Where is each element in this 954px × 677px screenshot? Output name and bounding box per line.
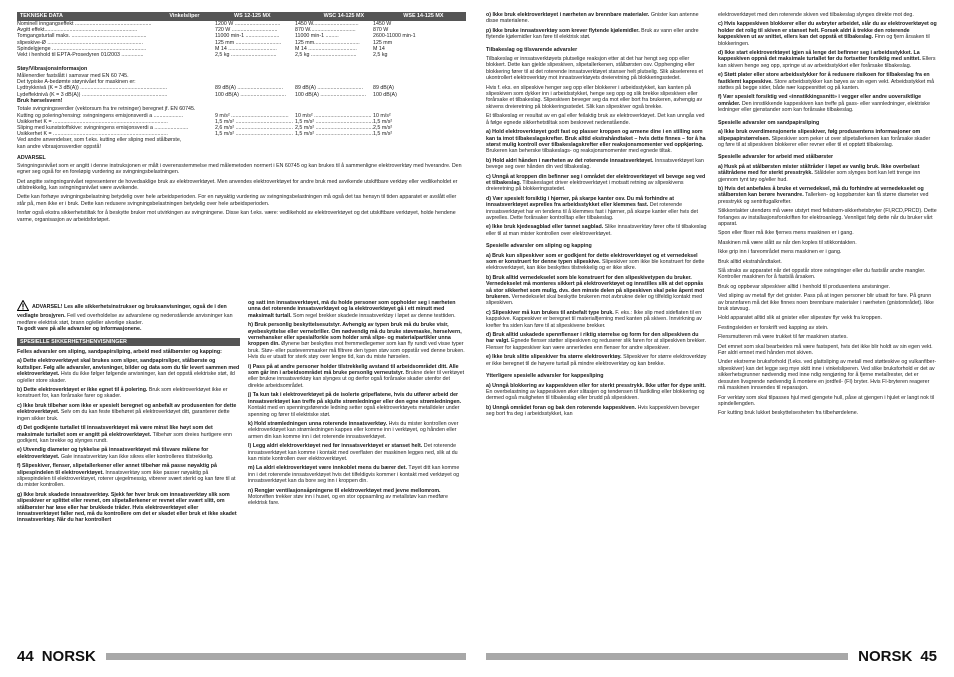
- instruction-text: Flensmutteren må være trukket til før maskinen startes.: [718, 334, 848, 341]
- instruction-text: Ellers kan skiven henge seg opp, springe ut av arbeidsstykket eller forårsake tilbakeslag.: [718, 56, 936, 69]
- instruction-text: Slipeskiver for større elektroverktøy er ikke beregnet til de høyere turtall på mindre elektroverktøy og kan brekke.: [486, 354, 707, 367]
- instruction-paragraph: [718, 359, 937, 391]
- instruction-lead: Felles advarsler om sliping, sandpapirsliping, arbeid med stålbørster og kapping:: [17, 349, 222, 356]
- spec-row-value: M 14: [373, 45, 385, 52]
- instruction-lead: a) Bruk kun slipeskiver som er godkjent for dette elektroverktøyet og et vernedeksel som er konstruert for denne typen slipeskive.: [486, 252, 698, 265]
- vib-row-value: 2,5 m/s² .......................................: [295, 125, 373, 132]
- noise-wear: Bruk hørselsvern!: [17, 97, 63, 104]
- vib-row-label: Usikkerhet K = ..............................................................................: [17, 131, 168, 138]
- instruction-paragraph: [718, 129, 937, 148]
- instruction-paragraph: [486, 28, 707, 41]
- instruction-lead: d) Bruk alltid uskadede spennflenser i riktig størrelse og form for den slipeskiven du har valgt.: [486, 332, 699, 345]
- instruction-text: For kutting bruk lukket beskyttelsesheten fra tilbehørdelene.: [718, 410, 859, 417]
- vib-intro: Totale svingningsverdier (vektorsum fra tre retninger) beregnet jf. EN 60745.: [17, 106, 196, 113]
- spec-row-value: 1450 W: [373, 21, 392, 27]
- instruction-text: Brukeren kan beherske tilbakeslags- og reaksjonsmomenter med egnede tiltak.: [486, 148, 672, 155]
- instruction-text: Stikkontakter utendørs må være utstyrt med feilstrøm-sikkerhetsbryter (FI,RCD,PRCD). Dette forlanges av installasjonsforskriften for elektroanlegg. Vennligst følg dette når du bruker vårt apparat.: [718, 208, 937, 227]
- right-column-d: [718, 12, 937, 642]
- instruction-paragraph: [718, 315, 937, 321]
- spec-row-value: 2,5 kg ...............................: [215, 52, 277, 59]
- instruction-lead: p) Ikke bruke innsatsverktøy som krever flytende kjølemidler.: [486, 27, 640, 34]
- instruction-paragraph: [718, 164, 937, 183]
- instruction-paragraph: [248, 443, 466, 462]
- spec-row-value: 870 W: [373, 27, 389, 34]
- instruction-paragraph: [718, 12, 937, 18]
- instruction-paragraph: [718, 230, 937, 236]
- section-heading: Spesielle advarsler for arbeid med stålbørster: [718, 154, 834, 161]
- instruction-paragraph: [17, 447, 240, 460]
- spec-title: TEKNISKE DATA: [20, 13, 63, 20]
- instruction-text: Ståldeler som slynges bort kan lett trenge inn gjennom tynt tøy og/eller hud.: [718, 170, 921, 183]
- instruction-lead: c) Ikke bruk tilbehør som ikke er spesielt beregnet og anbefalt av produsenten for dette elektroverktøyet.: [17, 402, 237, 416]
- instruction-paragraph: [486, 310, 707, 329]
- left-column-a: [17, 300, 240, 642]
- instruction-lead: d) Vær spesielt forsiktig i hjørner, på skarpe kanter osv. Du må forhindre at innsatsverktøyet avprelles fra arbeidsstykket eller klemmes fast.: [486, 195, 674, 209]
- instruction-lead: d) Ikke start elektroverktøyet igjen så lenge det befinner seg i arbeidsstykket. La kappeskiven oppnå det maksimale turtallet før du fortsetter forsiktig med snittet.: [718, 50, 921, 63]
- instruction-paragraph: [718, 395, 937, 408]
- instruction-paragraph: [486, 56, 707, 82]
- instruction-paragraph: [486, 253, 707, 272]
- instruction-paragraph: [718, 293, 937, 312]
- instruction-lead: o) Ikke bruk elektroverktøyet i nærheten av brennbare materialer.: [486, 12, 650, 18]
- instruction-paragraph: [17, 425, 240, 444]
- instruction-lead: h) Bruk personlig beskyttelsesutstyr. Avhengig av typen bruk må du bruke visir, øyebeskyttelse eller vernebriller. Om nødvendig må du bruke støvmaske, hørselvern, vernehansker eller spesialforkle som holder små slipe- og materialpartikler unna kroppen din.: [248, 322, 462, 348]
- instruction-text: Det roterende innsatsverktøyet har en tendens til å klemmes fast i hjørner, på skarpe kanter eller hvis det avprelles. Dette forårsaker kontrolltap eller tilbakeslag.: [486, 202, 698, 221]
- spec-row-label: Avgitt effekt...............................................................: [17, 27, 138, 34]
- instruction-text: Motorviften trekker støv inn i huset, og en stor oppsamling av metallstøv kan medføre elektrisk fare.: [248, 493, 448, 507]
- instruction-text: Hvis kappeskiven beveger seg bort fra deg i arbeidsstykket, kan: [486, 404, 700, 418]
- vib-row-label: Sliping med kunststoffskive: svingningens emisjonsverdi a .......................: [17, 125, 189, 132]
- instruction-text: Gnister kan antenne disse materialene.: [486, 12, 699, 25]
- instruction-paragraph: [718, 249, 937, 255]
- instruction-paragraph: [718, 72, 937, 91]
- instruction-lead: b) Bruk alltid vernedekselet som ble konstruert for den slipeskivetypen du bruker. Vernedekselet må monteres sikkert på elektroverktøyet og innstilles slik at det oppnås så stor sikkerhet som mulig, dvs. den minste delen på slipeskiven skal peke åpent mot brukeren.: [486, 274, 705, 301]
- instruction-text: Bruk som elektroverktøyet ikke er konstruert for, kan forårsake farer og skader.: [17, 387, 228, 400]
- left-footer: [17, 647, 466, 665]
- right-page: [477, 0, 954, 677]
- vib-rows: [17, 113, 466, 138]
- right-language: NORSK: [858, 647, 913, 665]
- advarsel-paragraph: Innfør også ekstra sikkerhetstiltak for å beskytte bruker mot utvirkingen av svingningene. Disse kan f.eks. være: vedlikehold av elektroverktøyet og det utskiftbare verktøyet, holde hendene varme, organisasjon av arbeidsforløpet.: [17, 210, 456, 223]
- vib-row-value: 1,5 m/s²: [373, 131, 393, 138]
- advarsel-paragraph: Det angitte svingningsnivået representerer de hovedsaklige bruk av elektroverktøyet. Men anvendes elektroverktøyet for andre bruk med avvikende utskiftbare verktøy eller vedlikeholdet er utilstrekkelig, kan svingningsnivået være avvikende.: [17, 178, 458, 191]
- spec-row-value: 11000 min-1 .......................: [215, 33, 280, 40]
- instruction-paragraph: [248, 364, 466, 390]
- instruction-text: Hold apparatet alltid slik at gnister eller slipestøv flyr vekk fra kroppen.: [718, 315, 882, 322]
- instruction-paragraph: [718, 50, 937, 69]
- instruction-text: Gale innsatsverktøy kan ikke sikres eller kontrolleres tilstrekkelig.: [59, 453, 214, 460]
- instruction-text: Innsatsverktøyet kan bevege seg over hånden din ved tilbakeslag.: [486, 157, 704, 171]
- instruction-lead: a) Hold elektroverktøyet godt fast og plasser kroppen og armene dine i en stilling som kan ta imot tilbakeslagskrefter. Bruk alltid ekstrahåndtaket – hvis dette finnes – for å ha størst mulig kontroll over tilbakeslagskrefter eller reaksjonsmomenter ved oppkjøring.: [486, 129, 706, 148]
- instruction-paragraph: [718, 268, 937, 281]
- spec-rows: [17, 21, 466, 58]
- noise-row-label: Lydtrykknivå (K = 3 dB(A)) ...........................................................: [17, 85, 168, 92]
- noise-intro: Målenerdier fastslått i samsvar med EN 60 745. Det typiske A-bedømte støynivået for maskinen er:: [17, 72, 136, 86]
- instruction-text: Slipeskiver som peker ut over slipetallerkenen kan forårsake skader og føre til at slipeskiven blokkerer eller revner eller til et opptøtt tilbakeslag.: [718, 135, 931, 148]
- instruction-text: Tøyet ditt kan komme inn i det roterende innsatsverktøyet hvis det tilfeldigvis kommer i kontakt med verktøyet og innsatsverktøyet kan da bore seg inn i kroppen din.: [248, 465, 460, 485]
- noise-row-label: Lydeffektnivå (K = 3 dB(A)) ..........................................................: [17, 91, 168, 98]
- instruction-paragraph: [486, 12, 707, 25]
- instruction-paragraph: [17, 349, 240, 355]
- spec-row-value: 2600-11000 min-1: [373, 33, 416, 40]
- instruction-paragraph: [718, 284, 937, 290]
- vib-other-use: Ved andre anvendelser, som f.eks. kutting eller sliping med stålbørste, kan andre vibrasjonsverdier oppstå!: [17, 137, 182, 150]
- instruction-lead: i) Pass på at andre personer holder tilstrekkelig avstand til arbeidsområdet ditt. Alle som går inn i arbeidsområdet må bruke personlig verneutstyr.: [248, 363, 459, 377]
- instruction-text: Tallerken- og koppbørster kan få større diameter ved presstrykk og sentrifugalkrefter.: [718, 192, 929, 205]
- instruction-paragraph: [486, 275, 707, 307]
- instruction-paragraph: [486, 174, 707, 193]
- right-page-number: 45: [920, 647, 937, 665]
- instruction-paragraph: [248, 421, 466, 440]
- left-language: NORSK: [41, 647, 96, 665]
- spec-row-value: 125 mm...............................: [295, 39, 360, 46]
- instruction-paragraph: [486, 129, 707, 155]
- vib-row-value: 10 m/s² .......................................: [295, 112, 372, 119]
- instruction-paragraph: [17, 492, 240, 524]
- spec-row-label: Nominell inngangseffekt ....................................................: [17, 21, 152, 27]
- instruction-lead: a) Dette elektroverktøyet skal brukes som sliper, sandpapirsliper, stålbørste og kuttsliper. Følg alle advarsler, anvisninger, bilder og data som du får levert sammen med elektroverktøyet.: [17, 358, 240, 378]
- vib-row-value: 1,5 m/s²: [373, 118, 393, 125]
- vib-row-label: Kutting og polering/rensing: svingningens emisjonsverdi a ....................: [17, 112, 184, 119]
- instruction-lead: a) Unngå blokkering av kappeskiven eller for sterkt presstrykk. Ikke utfør for dype snitt.: [486, 382, 706, 389]
- instruction-paragraph: [486, 85, 707, 111]
- section-heading: Spesielle advarsler om sliping og kapping: [486, 243, 592, 250]
- instruction-lead: c) Slipeskiver må kun brukes til anbefalt type bruk.: [486, 309, 614, 316]
- instruction-lead: d) Det godkjente turtallet til innsatsverktøyet må være minst like høyt som det maksimale turtallet som er angitt på elektroverktøyet.: [17, 425, 213, 438]
- spec-row-value: M 14 .................................: [215, 45, 277, 52]
- instruction-lead: c) Hvis kappeskiven blokkerer eller du avbryter arbeidet, slår du av elektroverktøyet og holder det rolig til skiven er stanset helt. Forsøk aldri å trekke den roterende kappeskiven ut av snittet, ellers kan det oppstå et tilbakeslag.: [718, 21, 937, 41]
- instruction-text: Tilbakeslag er innsatsverktøyets plutselige reaksjon etter at det har hengt seg opp eller blokkert. Dette kan gjelde slipeskiven, slipetallerkenen, stålbørsten osv. Opphenging eller blokkering fører til at det roterende innsatsverktøyet stanser helt plutselig. Slik akselereres et ukontrollert elektroverktøy mot innsatsverktøyets dreieretning på blokkeringsstedet.: [486, 56, 703, 82]
- spec-model-2: WSC 14-125 MX: [323, 13, 365, 20]
- instruction-text: Øynene bør beskyttes mot fremmedlegemer som kan fly rundt ved visse typer bruk. Støv- eller pustevernmasker må filtrere den typen støv som oppstår ved denne bruken. Hvis du er utsatt for sterk støy over lengre tid, kan du miste hørselen.: [248, 341, 465, 361]
- section-heading: Tilbakeslag og tilsvarende advarsler: [486, 46, 578, 53]
- instruction-paragraph: [486, 158, 707, 171]
- instruction-lead: g) Ikke bruk skadede innsatsverktøy. Sjekk før hver bruk om innsatsverktøy slik som slipeskiver er splittet eller revnet, om slipetallerkener er revnet eller svært slitt, om stålbørster har løse eller har brukkede tråder. Hvis elektroverktøyet eller innsatsverktøyet faller ned, må du kontrollere om det er skadet eller bruk et ikke skadet innsatsverktøy. Når du har kontrollert: [17, 491, 237, 524]
- instruction-lead: a) Husk på at stålbørsten mister ståltråder i løpet av vanlig bruk. Ikke overbelast ståltrådene med for sterkt presstrykk.: [718, 163, 920, 177]
- spec-row-value: 11000 min-1 .........: [295, 33, 339, 40]
- col-d-paragraphs: [718, 12, 937, 417]
- instruction-text: Finn og fjern årsaken til blokkeringen.: [718, 34, 930, 47]
- noise-row-value: 89 dB(A) ...............................: [295, 85, 363, 92]
- spec-row-label: Spindelgjenge ................................................................: [17, 45, 147, 52]
- instruction-text: Den innstikkende kappeskiven kan treffe på gass- eller vannledninger, elektriske ledninger eller gjenstander som kan forårsake tilbakeslag.: [718, 100, 930, 114]
- instruction-lead: e) Utvendig diameter og tykkelse på innsatsverktøyet må tilsvare målene for elektroverktøyet.: [17, 447, 209, 460]
- instruction-text: Under ekstreme bruksforhold (f.eks. ved glattsliping av metall med støtteskive og vulkanfiber-slipeskiver) kan det legge seg mye skitt inne i vinkelsliperen. Ved slike bruksforhold er det av sikkerhetsgrunner nødvendig med inne ndig rengjøring for å fjerne metallrester, det er dessuten livsgrende nødvendig å montere en jordfeil- (FI) bryter. Hvis FI-bryteren reagerer må maskinen innsendes til reparasjon.: [718, 359, 937, 392]
- instruction-lead: og satt inn innsatsverktøyet, må du holde personer som oppholder seg i nærheten unna det roterende innsatsverktøyet og la elektroverktøyet gå i ett minutt med maksimalt turtall.: [248, 300, 456, 319]
- instruction-text: For verktøy som skal tilpasses hjul med gjengete hull, påse at gjengen i hjulet er langt nok til spindellengden.: [718, 394, 935, 407]
- instruction-paragraph: [718, 21, 937, 47]
- warning-rest: Feil ved overholdelse av advarslene og nedenstående anvisninger kan medføre elektrisk støt, brann og/eller alvorlige skader.: [17, 313, 233, 326]
- instruction-text: Innsatsverktøy som ikke passer nøyaktig på slipespindelen til elektroverktøyet, roterer ujegelmessig, vibrerer svært sterkt og kan føre til at du mister kontrollen.: [17, 469, 236, 489]
- instruction-paragraph: [486, 196, 707, 222]
- instruction-text: Slipeskiver som ikke ble konstruert for dette elektroverktøyet, kan ikke beskyttes tilstrekkelig og er ikke sikre.: [486, 259, 705, 272]
- spec-row-value: 2,5 kg ...............................: [295, 52, 357, 59]
- instruction-lead: b) Hvis det anbefales å bruke et vernedeksel, må du forhindre at vernedekselet og stålbørsten kan berøre hverandre.: [718, 185, 924, 199]
- vib-row-value: 1,5 m/s² .......................................: [215, 118, 293, 125]
- instruction-paragraph: [17, 463, 240, 489]
- instruction-text: Brukne deler til verktøyet eller brukne innsatsverktøy kan slynges ut og derfor også forårsake skader utenfor det direkte arbeidsområdet.: [248, 370, 465, 389]
- instruction-paragraph: [718, 259, 937, 265]
- instruction-text: Tilbakeslaget driver elektroverktøyet i motsatt retning av slipeskivens dreieretning på blokkeringsstedet.: [486, 179, 684, 193]
- warning-keep: Ta godt vare på alle advarsler og informasjonene.: [17, 326, 142, 333]
- instruction-text: Det emnet som skal bearbeides må være fastspent, hvis det ikke blir holdt av sin egen vekt. Før aldri emnet med hånden mot skiven.: [718, 343, 933, 357]
- instruction-text: En overbelastning av kappeskiven øker slitasjen og tendensen til fastkiling eller blokkering og dermed også muligheten til tilbakeslag eller brudd på slipeskiven.: [486, 388, 705, 402]
- instruction-text: Ikke grip inn i fareområdet mens maskinen er i gang.: [718, 249, 842, 256]
- instruction-paragraph: [486, 332, 707, 351]
- warning-lead: ADVARSEL! Les alle sikkerhetsinstrukser og bruksanvisninger, også de i den vedlagte brosjyren.: [17, 304, 227, 320]
- section-heading: Ytterligere spesielle advarsler for kappesliping: [486, 373, 604, 380]
- instruction-text: Det roterende innsatsverktøyet kan komme i kontakt med overflaten der maskinen legges ned, slik at du kan miste kontrollen over elektroverktøyet.: [248, 443, 458, 462]
- instruction-lead: b) Hold aldri hånden i nærheten av det roterende innsatsverktøyet.: [486, 157, 654, 164]
- instruction-text: Egnede flenser støtter slipeskiven og reduserer slik faren for at slipeskiven brekker. Flenser for kappeskiver kan være annerledes enn flenser for andre slipeskiver.: [486, 338, 706, 351]
- col-b-paragraphs: [248, 300, 466, 507]
- spec-row-value: 1200 W ...............................: [215, 21, 281, 27]
- vib-row-value: 1,5 m/s² .......................................: [295, 131, 373, 138]
- vib-row-value: 2,6 m/s² .......................................: [215, 125, 293, 132]
- instruction-paragraph: [486, 405, 707, 418]
- warning-triangle-icon: [17, 300, 29, 313]
- instruction-text: Festingsleiden er forskrift ved kapping av stein.: [718, 324, 829, 331]
- spec-model-1: WS 12-125 MX: [234, 13, 271, 20]
- section-heading: Spesielle advarsler om sandpapirsliping: [718, 119, 820, 126]
- instruction-paragraph: [17, 358, 240, 384]
- instruction-lead: f) Slipeskiver, flenser, slipetallerkener eller annet tilbehør må passe nøyaktig på slipespindelen til elektroverktøyet.: [17, 463, 217, 476]
- instruction-lead: m) La aldri elektroverktøyet være innkoblet mens du bærer det.: [248, 465, 407, 472]
- instruction-text: Store arbeidsstykker kan bøyes av sin egen vekt. Arbeidsstykket må støttes på begge sider, både nær kappesnittet og på kanten.: [718, 78, 935, 92]
- instruction-paragraph: [248, 488, 466, 507]
- instruction-paragraph: [248, 322, 466, 360]
- instruction-paragraph: [248, 300, 466, 319]
- noise-rows: [17, 85, 466, 97]
- instruction-lead: e) Ikke bruk kjedesagblad eller tannet sagblad.: [486, 224, 604, 231]
- instruction-lead: a) Ikke bruk overdimensjonerte slipeskiver, følg produsentens informasjoner om slipepapirstørrelsen.: [718, 129, 921, 142]
- noise-row: [17, 92, 466, 98]
- vib-row-value: 1,5 m/s² .......................................: [215, 131, 293, 138]
- vib-row-value: 9 m/s² .......................................: [215, 112, 289, 119]
- left-page-number: 44: [17, 647, 34, 665]
- advarsel-paragraph: Svingningsnivået som er angitt i denne instruksjonen er målt i overensstemmelse med målemetoden normert i EN 60745 og kan brukes til å sammenligne elektroverktøy med hverandre. Den egner seg også for en foreløpig vurdering av svingningsbelastningen.: [17, 162, 462, 176]
- instruction-paragraph: [17, 403, 240, 422]
- instruction-paragraph: [486, 113, 707, 126]
- instruction-lead: b) Dette elektroverktøyet er ikke egnet til å polering.: [17, 387, 148, 394]
- instruction-lead: b) Unngå området foran og bak den roterende kappeskiven.: [486, 404, 637, 411]
- instruction-text: Hvis du ikke følger følgende anvisninger, kan det oppstå elektriske støt, ild og/eller store skader.: [17, 371, 235, 384]
- noise-row-value: 100 dB(A): [373, 91, 397, 98]
- instruction-text: elektroverktøyet med den roterende skiven ved tilbakeslag slynges direkte mot deg.: [718, 12, 914, 18]
- left-column-b: [248, 300, 466, 642]
- instruction-text: Kontakt med en spenningsførende ledning setter også elektroverktøyets metalldeler under spenning og fører til elektriske støt.: [248, 405, 460, 418]
- vib-row-label: Usikkerhet K = ..............................................................................: [17, 118, 168, 125]
- spec-row-label: slipeskive-Ø .................................................................: [17, 39, 143, 46]
- instruction-lead: l) Legg aldri elektroverktøyet ned før innsatsverktøyet er stanset helt.: [248, 443, 423, 450]
- vib-row-value: 2,5 m/s²: [373, 125, 393, 132]
- instruction-text: Bruk alltid ekstrahåndtaket.: [718, 258, 782, 265]
- instruction-lead: n) Rengjør ventilasjonsåpningene til elektroverktøyet med jevne mellomrom.: [248, 487, 441, 494]
- spec-type-label: Vinkelsliper: [169, 13, 200, 20]
- spec-row-value: 720 W ...............................: [215, 27, 278, 34]
- spec-row-value: M 14 .................................: [295, 45, 357, 52]
- instruction-text: Maskinen må være slått av når den koples til stikkontakten.: [718, 239, 857, 246]
- instruction-text: F. eks.: Ikke slip med sideflaten til en kappskive. Kappeskiver er beregnet til materialfjerning med kanten på skiven. Innvirkning av krefter fra siden kan føre til at slipeskivene brekker.: [486, 309, 702, 329]
- instruction-paragraph: [718, 94, 937, 113]
- instruction-lead: f) Vær spesielt forsiktig ved «innstikkingssnitt» i vegger eller andre uoversiktlige områder.: [718, 94, 922, 107]
- spec-section: [17, 12, 466, 282]
- advarsel-heading: ADVARSEL: [17, 155, 46, 162]
- right-column-c: [486, 12, 707, 642]
- instruction-paragraph: [248, 392, 466, 418]
- vib-row-value: 10 m/s²: [373, 112, 391, 119]
- right-footer-bar: [486, 653, 848, 660]
- instruction-text: Ved sliping av metall flyr det gnister. Pass på at ingen personer blir utsatt for fare. På grunn av brannfaren må det ikke finnes noen brennbare materialer i nærheten (gnistområdet). Ikke bruk støvsug.: [718, 293, 934, 313]
- instruction-text: Spon eller fliser må ikke fjernes mens maskinen er i gang.: [718, 230, 854, 237]
- spec-model-3: WSE 14-125 MX: [403, 13, 444, 20]
- instruction-paragraph: [486, 383, 707, 402]
- instruction-text: Selv om du kan feste tilbehøret på elektroverktøyet ditt, garanterer dette ingen sikker bruk.: [17, 409, 230, 422]
- spec-row-value: 870 W...............................: [295, 27, 356, 34]
- instruction-paragraph: [17, 387, 240, 400]
- instruction-paragraph: [718, 410, 937, 416]
- instruction-paragraph: [718, 325, 937, 331]
- instruction-text: Bruk og oppbevar slipeskiver alltid i henhold til produsentens anvisninger.: [718, 283, 890, 290]
- instruction-lead: j) Ta kun tak i elektroverktøyet på de isolerte gripeflatene, hvis du utfører arbeid der innsatsverktøyet kan treffe på skjulte strømledninger eller den egne strømledningen.: [248, 392, 462, 405]
- instruction-paragraph: [718, 344, 937, 357]
- noise-heading: Støy/Vibrasjonsinformasjon: [17, 66, 88, 73]
- col-a-paragraphs: [17, 349, 240, 524]
- instruction-paragraph: [486, 224, 707, 237]
- left-footer-bar: [106, 653, 466, 660]
- warning-box: [17, 300, 240, 333]
- spec-row: [17, 52, 466, 58]
- instruction-text: Bruk av vann eller andre flytende kjølemidler kan føre til elektrisk støt.: [486, 27, 699, 41]
- instruction-paragraph: [718, 334, 937, 340]
- noise-row-value: 100 dB(A) ...............................: [295, 91, 366, 98]
- instruction-text: Hvis du mister kontrollen over elektroverktøyet kan strømledningen kappes eller komme inn i verktøyet, og hånden eller armen din kan komme inn i det roterende innsatsverktøyet.: [248, 420, 459, 440]
- instruction-text: Hvis f. eks. en slipeskive henger seg opp eller blokkerer i arbeidsstykket, kan kanten på slipeskiven som dykker inn i arbeidsstykket, henge seg opp og slik brekke slipeskiven eller forårsake et tilbakeslag. Slipeskiven beveger seg da mot eller bort fra brukeren, avhengig av skivens dreieretning på blokkeringsstedet. Slik kan slipeskiver også brekke.: [486, 84, 703, 110]
- right-footer: [486, 647, 937, 665]
- vib-row-value: 1,5 m/s² .......................................: [295, 118, 373, 125]
- instruction-paragraph: [486, 354, 707, 367]
- instruction-paragraph: [718, 240, 937, 246]
- instruction-text: Vernedekselet skal beskytte brukeren mot avbrukne deler og tilfeldig kontakt med slipeskiven.: [486, 294, 703, 307]
- spec-row-value: 125 mm ...............................: [215, 39, 282, 46]
- instruction-lead: e) Ikke bruk slitte slipeskiver fra større elektroverktøy.: [486, 354, 622, 361]
- instruction-text: Et tilbakeslag er resultat av en gal eller feilaktig bruk av elektroverktøyet. Det kan unngås ved å følge egnede sikkerhetstiltak som beskrevet nedenstående.: [486, 113, 705, 126]
- noise-row-value: 89 dB(A) ...............................: [215, 85, 283, 92]
- spec-row-value: 2,5 kg: [373, 52, 388, 59]
- instruction-paragraph: [718, 208, 937, 227]
- spec-row-value: 125 mm: [373, 39, 393, 46]
- instruction-text: Slå straks av apparatet når det oppstår store svingninger eller du fastslår andre mangler. Kontroller maskinen for å fastslå årsaken.: [718, 268, 926, 281]
- instruction-text: Tilbehør som dreies hurtigere enn godkjent, kan brekke og slynges rundt.: [17, 431, 232, 444]
- instruction-text: Som regel brekker skadede innsatsverktøy i løpet av denne testtiden.: [291, 312, 456, 319]
- spec-table-header: [17, 12, 466, 21]
- safety-banner: SPESIELLE SIKKERHETSHENVISNINGER: [17, 338, 240, 346]
- instruction-lead: k) Hold strømledningen unna roterende innsatsverktøy.: [248, 420, 388, 427]
- advarsel-paragraph: Dette kan forhøye svingningsbelastning betydelig over hele arbeidsperioden. For en nøyaktig vurdering av svingningsbelastningen må også det tas hensyn til tiden apparatet er avslått eller står på, men ikke er i bruk. Dette kan redusere svingningsbelastningen betydelig over hele arbeidsperioden.: [17, 194, 457, 207]
- instruction-paragraph: [248, 465, 466, 484]
- instruction-lead: c) Unngå at kroppen din befinner seg i området der elektroverktøyet vil bevege seg ved et tilbakeslag.: [486, 173, 706, 186]
- spec-row-value: 1450 W...............................: [295, 21, 359, 27]
- instruction-paragraph: [718, 186, 937, 205]
- col-c-paragraphs: [486, 12, 707, 418]
- advarsel-paras: [17, 163, 466, 223]
- spec-row-label: Vekt i henhold til EPTA-Prosedyren 01/2003 ...............: [17, 52, 144, 59]
- spec-row-label: Tomgangsturtall maks. ...................................................: [17, 33, 147, 40]
- instruction-lead: e) Støtt plater eller store arbeidsstykker for å redusere risikoen for tilbakeslag fra en fastklemt kappeskive.: [718, 72, 930, 85]
- noise-row-value: 89 dB(A): [373, 85, 394, 92]
- instruction-text: Slike innsatsverktøy fører ofte til tilbakeslag eller til at man mister kontrollen over elektroverktøyet.: [486, 224, 707, 237]
- noise-row-value: 100 dB(A) ...............................: [215, 91, 286, 98]
